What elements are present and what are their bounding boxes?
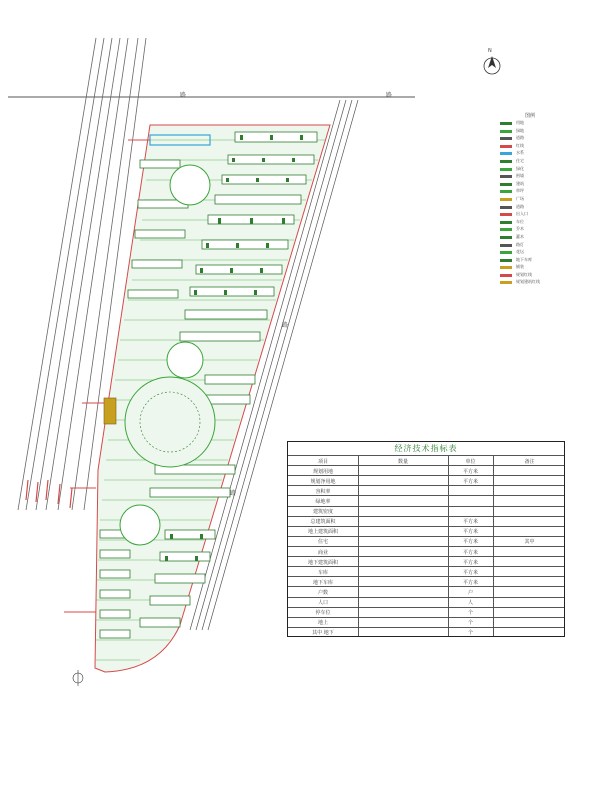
legend-item (498, 120, 562, 128)
legend-swatch (500, 244, 512, 247)
table-cell: 平方米 (462, 539, 478, 546)
legend-label: 围墙 (516, 173, 524, 179)
table-cell: 数量 (397, 458, 408, 465)
table-cell: 人 (467, 600, 473, 607)
entrance-marker-icon (73, 670, 83, 686)
table-cell: 住宅 (317, 539, 328, 546)
legend-item (498, 257, 562, 265)
table-cell: 项目 (317, 458, 328, 465)
north-arrow-icon (484, 56, 500, 74)
table-cell: 商业 (317, 549, 328, 556)
legend-label: 规划建筑红线 (516, 279, 540, 285)
legend-swatch (500, 236, 512, 239)
table-column-divider (448, 455, 449, 636)
legend-label: 绿化 (516, 165, 524, 171)
legend-label: 建筑 (516, 180, 524, 186)
table-cell: 建筑密度 (312, 509, 333, 516)
top-road-label-2: 路 (386, 92, 393, 99)
table-cell (358, 628, 448, 638)
table-cell: 平方米 (462, 519, 478, 526)
legend-swatch (500, 183, 512, 186)
table-cell: 绿地率 (315, 498, 331, 505)
legend-item (498, 143, 562, 151)
legend-item (498, 234, 562, 242)
table-cell: 地上建筑面积 (307, 529, 338, 536)
legend-item (498, 279, 562, 287)
table-cell: 平方米 (462, 559, 478, 566)
right-road-label-1: 路 (282, 322, 289, 329)
legend-label: 绿地 (516, 127, 524, 133)
legend-swatch (500, 206, 512, 209)
table-row (288, 627, 564, 638)
legend-item (498, 128, 562, 136)
table-column-divider (493, 455, 494, 636)
legend-label: 道路 (516, 135, 524, 141)
legend-label: 花坛 (516, 249, 524, 255)
legend-swatch (500, 221, 512, 224)
table-cell: 户 (467, 589, 473, 596)
legend-label: 乔木 (516, 226, 524, 232)
legend-swatch (500, 259, 512, 262)
legend-label: 广场 (516, 195, 524, 201)
legend-item (498, 211, 562, 219)
legend-swatch (500, 130, 512, 133)
legend-swatch (500, 168, 512, 171)
legend-swatch (500, 175, 512, 178)
table-cell: 平方米 (462, 468, 478, 475)
legend-swatch (500, 198, 512, 201)
legend-swatch (500, 190, 512, 193)
table-cell: 总建筑面积 (310, 519, 336, 526)
legend-item (498, 158, 562, 166)
table-cell: 车库 (317, 569, 328, 576)
legend-item (498, 173, 562, 181)
table-cell: 规划净用地 (310, 478, 336, 485)
legend-title: 图例 (524, 113, 535, 119)
table-cell: 容积率 (315, 488, 331, 495)
economic-indicators-table (287, 441, 565, 637)
left-road-dash (26, 480, 72, 508)
legend-swatch (500, 152, 512, 155)
legend-swatch (500, 145, 512, 148)
table-cell: 个 (467, 620, 473, 627)
legend-item (498, 242, 562, 250)
legend-swatch (500, 160, 512, 163)
legend (498, 112, 562, 287)
legend-label: 用地 (516, 120, 524, 125)
legend-swatch (500, 228, 512, 231)
table-cell: 停车位 (315, 610, 331, 617)
table-cell: 单位 (465, 458, 476, 465)
table-cell: 地上 (317, 620, 328, 627)
legend-swatch (500, 266, 512, 269)
legend-label: 道路 (516, 203, 524, 209)
table-cell: 其中 (524, 539, 535, 546)
top-road-label-1: 路 (180, 92, 187, 99)
table-cell: 平方米 (462, 579, 478, 586)
table-cell: 平方米 (462, 478, 478, 485)
table-cell: 户数 (317, 589, 328, 596)
legend-label: 车位 (516, 218, 524, 224)
legend-item (498, 166, 562, 174)
plaza-block (104, 398, 116, 424)
legend-item (498, 196, 562, 204)
table-cell: 平方米 (462, 529, 478, 536)
table-cell: 个 (467, 610, 473, 617)
table-cell: 平方米 (462, 569, 478, 576)
legend-item (498, 226, 562, 234)
legend-item (498, 204, 562, 212)
legend-swatch (500, 251, 512, 254)
table-cell (493, 628, 566, 638)
legend-item (498, 249, 562, 257)
legend-label: 出入口 (516, 211, 528, 217)
legend-label: 水系 (516, 150, 524, 156)
compass-label: N (488, 48, 492, 54)
table-cell: 备注 (524, 458, 535, 465)
table-cell: 规划用地 (312, 468, 333, 475)
legend-item (498, 219, 562, 227)
legend-label: 规划红线 (516, 271, 532, 277)
legend-item (498, 188, 562, 196)
right-road-label-2: 路 (230, 490, 237, 497)
legend-swatch (500, 213, 512, 216)
table-title: 经济技术指标表 (288, 442, 564, 456)
legend-item (498, 264, 562, 272)
table-cell: 地下建筑面积 (307, 559, 338, 566)
legend-swatch (500, 274, 512, 277)
legend-swatch (500, 281, 512, 284)
legend-label: 草坪 (516, 188, 524, 194)
table-cell: 平方米 (462, 549, 478, 556)
legend-label: 地下车库 (516, 256, 532, 262)
legend-label: 红线 (516, 142, 524, 148)
legend-label: 灌木 (516, 233, 524, 239)
legend-label: 住宅 (516, 157, 524, 163)
legend-swatch (500, 122, 512, 125)
legend-swatch (500, 137, 512, 140)
legend-label: 路灯 (516, 241, 524, 247)
table-cell: 其中 地下 (312, 630, 334, 637)
table-cell: 地下车库 (312, 579, 333, 586)
table-cell: 个 (467, 630, 473, 637)
table-column-divider (358, 455, 359, 636)
legend-item (498, 135, 562, 143)
legend-item (498, 150, 562, 158)
table-cell: 人口 (317, 600, 328, 607)
legend-label: 铺装 (516, 264, 524, 270)
legend-item (498, 181, 562, 189)
